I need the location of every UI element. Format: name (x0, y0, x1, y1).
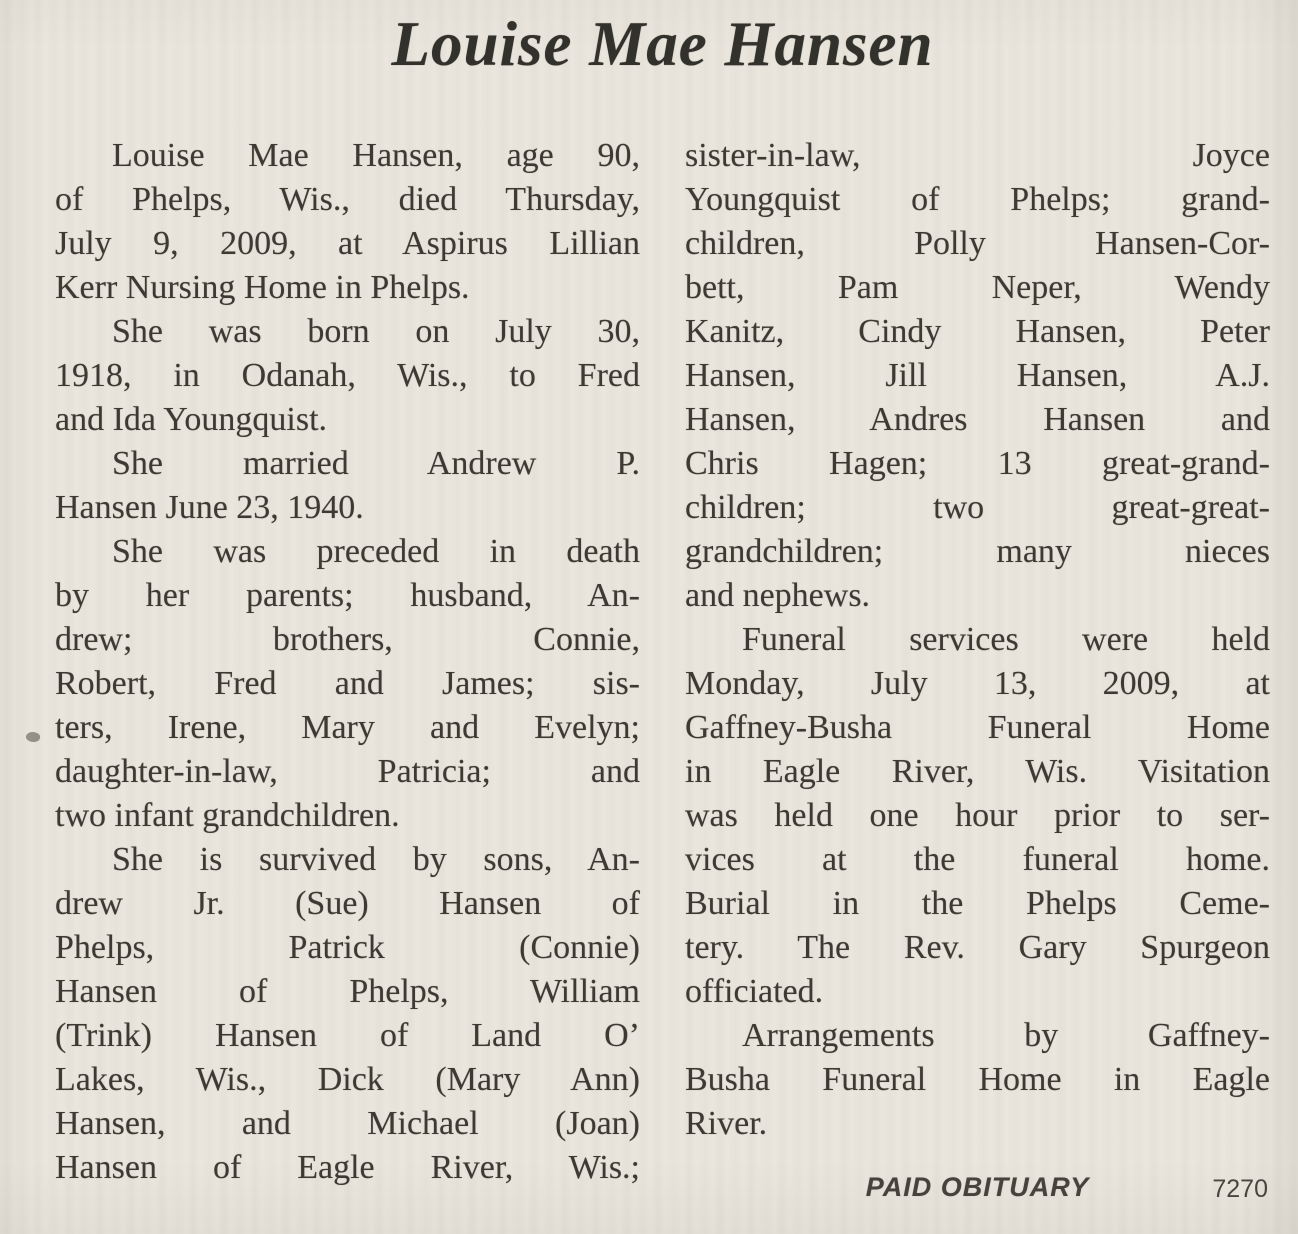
text-line: She was born on July 30, (112, 313, 640, 350)
text-line: Louise Mae Hansen, age 90, (112, 137, 640, 174)
paragraph (685, 618, 1270, 1014)
paragraph (55, 442, 640, 530)
text-line: Hansen of Eagle River, Wis.; (55, 1149, 640, 1186)
text-line: Youngquist of Phelps; grand- (685, 181, 1270, 218)
column-left (55, 134, 640, 1212)
text-line: River. (685, 1105, 768, 1142)
text-line: in Eagle River, Wis. Visitation (685, 753, 1270, 790)
text-line: drew Jr. (Sue) Hansen of (55, 885, 640, 922)
text-line: two infant grandchildren. (55, 797, 400, 834)
text-line: children; two great-great- (685, 489, 1270, 526)
obituary-number: 7270 (1212, 1175, 1268, 1203)
text-line: Lakes, Wis., Dick (Mary Ann) (55, 1061, 640, 1098)
paragraph (685, 134, 1270, 618)
text-line: and nephews. (685, 577, 871, 614)
paragraph (55, 134, 640, 310)
obituary-footer (685, 1172, 1270, 1212)
obituary-page (0, 8, 1298, 1234)
text-line: bett, Pam Neper, Wendy (685, 269, 1270, 306)
paragraph (55, 838, 640, 1190)
text-line: Hansen, and Michael (Joan) (55, 1105, 640, 1142)
text-line: She married Andrew P. (112, 445, 640, 482)
text-line: Funeral services were held (742, 621, 1270, 658)
text-line: Busha Funeral Home in Eagle (685, 1061, 1270, 1098)
text-line: vices at the funeral home. (685, 841, 1270, 878)
text-line: ters, Irene, Mary and Evelyn; (55, 709, 640, 746)
paragraph (685, 1014, 1270, 1146)
text-line: July 9, 2009, at Aspirus Lillian (55, 225, 640, 262)
text-line: was held one hour prior to ser- (685, 797, 1270, 834)
text-line: daughter-in-law, Patricia; and (55, 753, 640, 790)
text-line: of Phelps, Wis., died Thursday, (55, 181, 640, 218)
text-line: tery. The Rev. Gary Spurgeon (685, 929, 1270, 966)
text-line: by her parents; husband, An- (55, 577, 640, 614)
text-line: Hansen, Andres Hansen and (685, 401, 1270, 438)
text-line: sister-in-law, Joyce (685, 137, 1270, 174)
text-line: She was preceded in death (112, 533, 640, 570)
text-line: Robert, Fred and James; sis- (55, 665, 640, 702)
text-line: (Trink) Hansen of Land O’ (55, 1017, 640, 1054)
text-line: Hansen of Phelps, William (55, 973, 640, 1010)
text-line: Chris Hagen; 13 great-grand- (685, 445, 1270, 482)
text-line: Gaffney-Busha Funeral Home (685, 709, 1270, 746)
text-line: 1918, in Odanah, Wis., to Fred (55, 357, 640, 394)
column-right (685, 134, 1270, 1212)
text-line: Monday, July 13, 2009, at (685, 665, 1270, 702)
text-line: grandchildren; many nieces (685, 533, 1270, 570)
text-line: Hansen, Jill Hansen, A.J. (685, 357, 1270, 394)
text-line: She is survived by sons, An- (112, 841, 640, 878)
obituary-body (55, 134, 1270, 1212)
scan-artifact (25, 731, 41, 744)
text-line: drew; brothers, Connie, (55, 621, 640, 658)
text-line: Kanitz, Cindy Hansen, Peter (685, 313, 1270, 350)
text-line: Burial in the Phelps Ceme- (685, 885, 1270, 922)
paid-obituary-label: PAID OBITUARY (865, 1172, 1090, 1202)
page-title: Louise Mae Hansen (391, 9, 934, 79)
text-line: children, Polly Hansen-Cor- (685, 225, 1270, 262)
text-line: Arrangements by Gaffney- (742, 1017, 1270, 1054)
paragraph (55, 310, 640, 442)
text-line: Kerr Nursing Home in Phelps. (55, 269, 470, 306)
text-line: and Ida Youngquist. (55, 401, 328, 438)
paragraph (55, 530, 640, 838)
text-line: officiated. (685, 973, 824, 1010)
text-line: Hansen June 23, 1940. (55, 489, 364, 526)
text-line: Phelps, Patrick (Connie) (55, 929, 640, 966)
